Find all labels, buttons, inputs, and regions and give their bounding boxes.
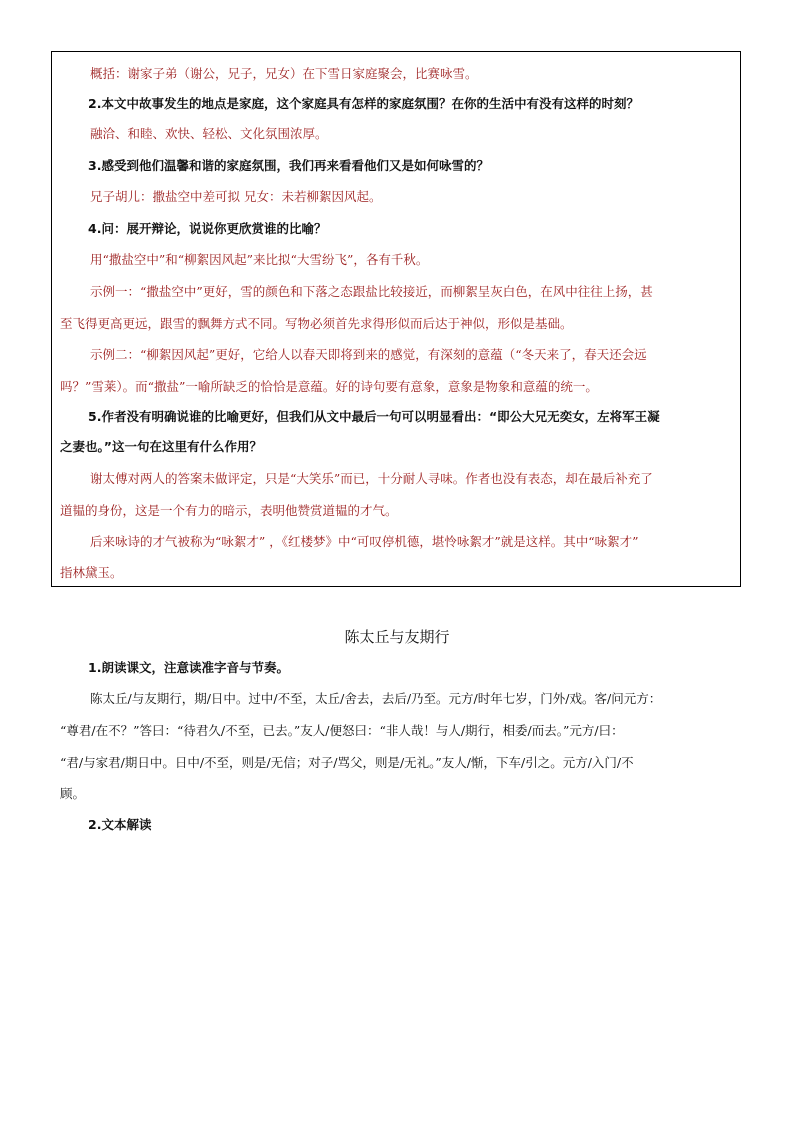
question-5-line1: 5.作者没有明确说谁的比喻更好，但我们从文中最后一句可以明显看出：“即公大兄无奕女，左将军王凝	[88, 409, 660, 424]
classical-text-line1: 陈太丘/与友期行，期/日中。过中/不至，太丘/舍去，去后/乃至。元方/时年七岁，门外/戏。客/问元方：	[90, 691, 662, 706]
answer-5-line2: 道韫的身份，这是一个有力的暗示，表明他赞赏道韫的才气。	[60, 503, 398, 518]
answer-5b-line1: 后来咏诗的才气被称为“咏絮才” ，《红楼梦》中“可叹停机德，堪怜咏絮才”就是这样。其中“咏絮才”	[90, 534, 639, 549]
question-5-line2: 之妻也。”这一句在这里有什么作用？	[60, 439, 262, 454]
classical-text-line4: 顾。	[60, 786, 86, 801]
answer-5b-line2: 指林黛玉。	[60, 565, 123, 580]
summary-text: 概括：谢家子弟（谢公，兄子，兄女）在下雪日家庭聚会，比赛咏雪。	[90, 66, 478, 81]
answer-4-example2-line1: 示例二：“柳絮因风起”更好，它给人以春天即将到来的感觉，有深刻的意蕴（“冬天来了，春天还会远	[90, 347, 647, 362]
step-1-heading: 1.朗读课文，注意读准字音与节奏。	[88, 660, 289, 675]
answer-4-example2-line2: 吗？”雪莱）。而“撒盐”一喻所缺乏的恰恰是意蕴。好的诗句要有意象，意象是物象和意蕴的统一。	[60, 379, 598, 394]
section-title: 陈太丘与友期行	[344, 628, 450, 646]
answer-4-intro: 用“撒盐空中”和“柳絮因风起”来比拟“大雪纷飞”，各有千秋。	[90, 252, 429, 267]
classical-text-line3: “君/与家君/期日中。日中/不至，则是/无信；对子/骂父，则是/无礼。”友人/惭，下车/引之。元方/入门/不	[60, 755, 634, 770]
answer-4-example1-line1: 示例一：“撒盐空中”更好，雪的颜色和下落之态跟盐比较接近，而柳絮呈灰白色，在风中往往上扬，甚	[90, 284, 653, 299]
step-2-heading: 2.文本解读	[88, 817, 152, 832]
question-2: 2.本文中故事发生的地点是家庭，这个家庭具有怎样的家庭氛围？在你的生活中有没有这样的时刻？	[88, 96, 639, 111]
answer-2: 融洽、和睦、欢快、轻松、文化氛围浓厚。	[90, 126, 328, 141]
classical-text-line2: “尊君/在不？”答曰：“待君久/不至，已去。”友人/便怒曰：“非人哉！与人/期行，相委/而去。”元方/曰：	[60, 723, 624, 738]
question-4: 4.问：展开辩论，说说你更欣赏谁的比喻？	[88, 221, 327, 236]
answer-3: 兄子胡儿：撒盐空中差可拟 兄女：未若柳絮因风起。	[90, 189, 382, 204]
answer-5-line1: 谢太傅对两人的答案未做评定，只是“大笑乐”而已，十分耐人寻味。作者也没有表态，却在最后补充了	[90, 471, 653, 486]
answer-4-example1-line2: 至飞得更高更远，跟雪的飘舞方式不同。写物必须首先求得形似而后达于神似，形似是基础。	[60, 316, 573, 331]
question-3: 3.感受到他们温馨和谐的家庭氛围，我们再来看看他们又是如何咏雪的？	[88, 158, 489, 173]
